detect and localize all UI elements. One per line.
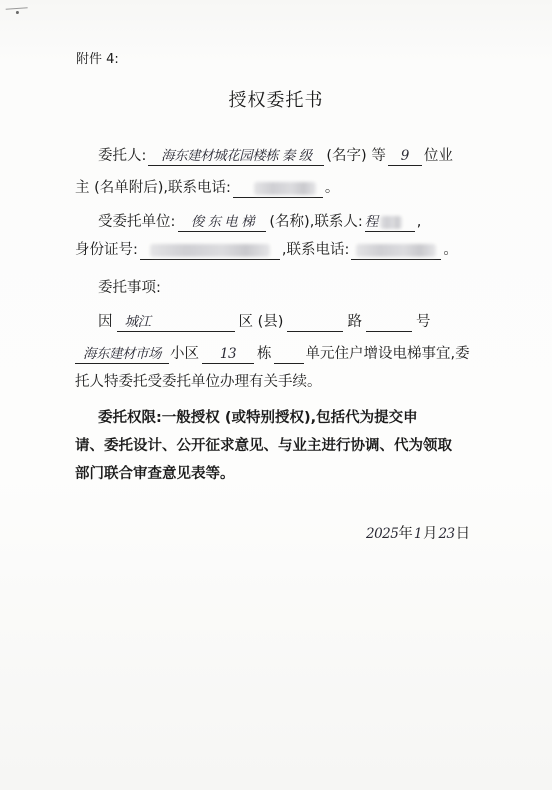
agent-line-2 [75,240,458,260]
agent-contact-end: , [416,214,422,230]
matters-line-1 [98,312,430,332]
principal-line-2 [75,178,339,198]
date-month-handwritten: 1 [413,526,422,542]
attachment-label: 附件 4: [76,52,119,67]
redacted-phone [254,182,316,195]
redacted-agent-phone [356,244,436,257]
agent-contact-handwritten: 程 [364,214,378,230]
principal-name-suffix: (名字) 等 [326,148,386,164]
authority-line-2: 请、委托设计、公开征求意见、与业主进行协调、代为领取 [75,438,452,454]
district-suffix: 区 (县) [238,314,284,330]
agent-phone-field [351,241,441,260]
date-month-suffix: 月 [422,526,438,542]
matters-prefix: 因 [98,314,113,330]
community-handwritten: 海东建材市场 [75,345,169,364]
building-handwritten: 13 [202,345,254,364]
agent-contact-field [365,213,415,232]
agent-line-1 [98,212,421,232]
scan-mark [6,7,29,20]
agent-id-field [140,241,280,260]
community-suffix: 小区 [170,346,199,362]
agent-phone-label: ,联系电话: [281,242,350,258]
date-day-handwritten: 23 [438,526,455,542]
district-handwritten: 城江 [117,313,235,332]
principal-handwritten-name: 海东建材城花园楼栋 秦 级 [148,147,324,166]
agent-handwritten-name: 俊 东 电 梯 [178,213,266,232]
matters-line-3: 托人特委托受委托单位办理有关手续。 [75,374,322,390]
agent-label: 受委托单位: [98,214,176,230]
authority-line-3: 部门联合审查意见表等。 [75,466,235,482]
principal-line2-end: 。 [324,180,340,196]
principal-label: 委托人: [98,148,147,164]
road-suffix: 路 [347,314,362,330]
road-field [287,331,343,332]
date-year-suffix: 年 [398,526,413,542]
redacted-contact [380,216,402,229]
agent-id-label: 身份证号: [75,242,138,258]
agent-end: 。 [443,242,458,258]
number-suffix: 号 [415,314,431,330]
principal-phone-field [233,179,323,198]
principal-count: 9 [388,147,422,166]
redacted-id [150,244,270,257]
date-year-handwritten: 2025 [366,526,399,542]
document-title: 授权委托书 [228,90,324,111]
number-field [366,331,412,332]
matters-label: 委托事项: [98,280,161,296]
principal-line2-prefix: 主 (名单附后),联系电话: [75,180,231,196]
building-suffix: 栋 [257,346,272,362]
principal-line-1 [98,146,453,166]
authority-line-1: 委托权限:一般授权 (或特别授权),包括代为提交申 [98,410,418,426]
principal-count-suffix: 位业 [423,148,453,164]
matters-line2-rest: 单元住户增设电梯事宜,委 [305,346,470,362]
matters-line-2 [75,344,470,364]
agent-name-suffix: (名称),联系人: [269,214,363,230]
date-day-suffix: 日 [455,526,471,542]
signature-date [366,522,470,543]
unit-field [274,363,304,364]
